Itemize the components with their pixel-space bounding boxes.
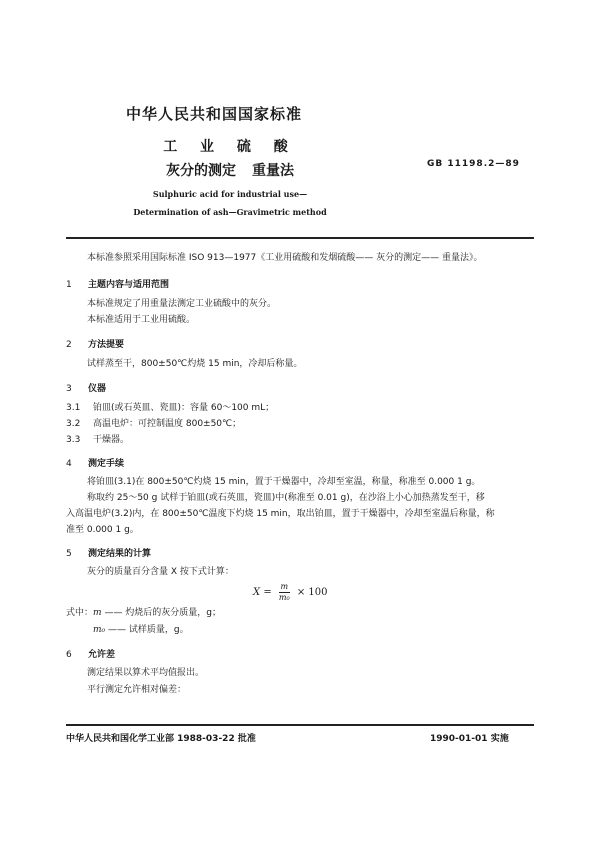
section-title: 测定结果的计算 xyxy=(88,549,152,559)
item-number: 3.2 xyxy=(66,419,81,429)
section-4-heading xyxy=(66,456,124,469)
section-3-heading xyxy=(66,381,106,394)
where-clause-1 xyxy=(66,607,221,619)
where-description: —— 灼烧后的灰分质量，g； xyxy=(104,608,222,618)
where-label: 式中： xyxy=(66,608,94,618)
section-title: 主题内容与适用范围 xyxy=(88,280,170,290)
item-text: 高温电炉：可控制温度 800±50℃； xyxy=(93,419,242,429)
section-4-line-3: 入高温电炉(3.2)内，在 800±50℃温度下灼烧 15 min，取出铂皿，置于干燥器中，冷却至室温后称量，称 xyxy=(66,509,495,519)
where-clause-2 xyxy=(93,624,189,636)
item-number: 3.1 xyxy=(66,403,81,413)
english-title-line-1: Sulphuric acid for industrial use— xyxy=(152,189,308,199)
section-number: 4 xyxy=(66,459,72,469)
item-text: 干燥器。 xyxy=(93,435,130,445)
where-symbol: m₀ xyxy=(93,625,106,635)
where-symbol: m xyxy=(93,608,102,618)
formula-rhs: × 100 xyxy=(296,587,328,598)
title-line-2 xyxy=(0,160,460,180)
section-title: 测定手续 xyxy=(88,459,125,469)
section-number: 3 xyxy=(66,384,72,394)
english-title-line-2: Determination of ash—Gravimetric method xyxy=(133,207,327,217)
section-1-heading xyxy=(66,277,169,290)
section-4-line-4: 准至 0.000 1 g。 xyxy=(66,525,139,535)
section-1-line-2: 本标准适用于工业用硫酸。 xyxy=(87,315,196,325)
list-item xyxy=(66,434,129,446)
formula-fraction xyxy=(279,582,290,603)
section-number: 1 xyxy=(66,280,72,290)
section-2-line-1: 试样蒸至干，800±50℃灼烧 15 min，冷却后称量。 xyxy=(87,359,303,369)
header-divider xyxy=(66,237,534,239)
title-line-2-part-1: 灰分的测定 xyxy=(166,163,236,179)
section-6-line-2: 平行测定允许相对偏差： xyxy=(87,685,187,695)
footer-divider xyxy=(66,724,534,726)
section-6-line-1: 测定结果以算术平均值报出。 xyxy=(87,668,205,678)
section-4-line-1: 将铂皿(3.1)在 800±50℃灼烧 15 min，置于干燥器中，冷却至室温，称量，称准至 0.000 1 g。 xyxy=(87,477,481,487)
standard-body-header: 中华人民共和国国家标准 xyxy=(126,105,303,123)
intro-paragraph: 本标准参照采用国际标准 ISO 913—1977《工业用硫酸和发烟硫酸—— 灰分的测定—— 重量法》。 xyxy=(87,253,483,263)
implementation-date: 1990-01-01 实施 xyxy=(430,734,509,744)
section-5-intro: 灰分的质量百分含量 X 按下式计算： xyxy=(87,567,234,577)
section-4-line-2: 称取约 25～50 g 试样于铂皿(或石英皿，瓷皿)中(称准至 0.01 g)，在沙浴上小心加热蒸发至干，移 xyxy=(87,493,485,503)
formula-equals: = xyxy=(263,587,272,598)
where-description: —— 试样质量，g。 xyxy=(108,625,189,635)
ash-formula xyxy=(253,582,328,606)
list-item xyxy=(66,402,274,414)
section-number: 6 xyxy=(66,650,72,660)
section-number: 5 xyxy=(66,549,72,559)
approval-line: 中华人民共和国化学工业部 1988-03-22 批准 xyxy=(66,734,256,744)
item-number: 3.3 xyxy=(66,435,81,445)
section-title: 方法提要 xyxy=(88,340,125,350)
section-title: 允许差 xyxy=(88,650,116,660)
section-6-heading xyxy=(66,647,115,660)
section-1-line-1: 本标准规定了用重量法测定工业硫酸中的灰分。 xyxy=(87,299,277,309)
section-number: 2 xyxy=(66,340,72,350)
item-text: 铂皿(或石英皿、瓷皿)：容量 60～100 mL； xyxy=(93,403,275,413)
formula-numerator: m xyxy=(280,582,289,591)
formula-lhs: X xyxy=(253,587,261,598)
formula-denominator: m₀ xyxy=(278,593,290,602)
section-title: 仪器 xyxy=(88,384,107,394)
section-2-heading xyxy=(66,337,124,350)
standard-code: GB 11198.2—89 xyxy=(427,159,520,169)
title-line-1: 工 业 硫 酸 xyxy=(163,139,297,155)
section-5-heading xyxy=(66,546,151,559)
list-item xyxy=(66,418,241,430)
title-line-2-part-2: 重量法 xyxy=(252,163,294,179)
